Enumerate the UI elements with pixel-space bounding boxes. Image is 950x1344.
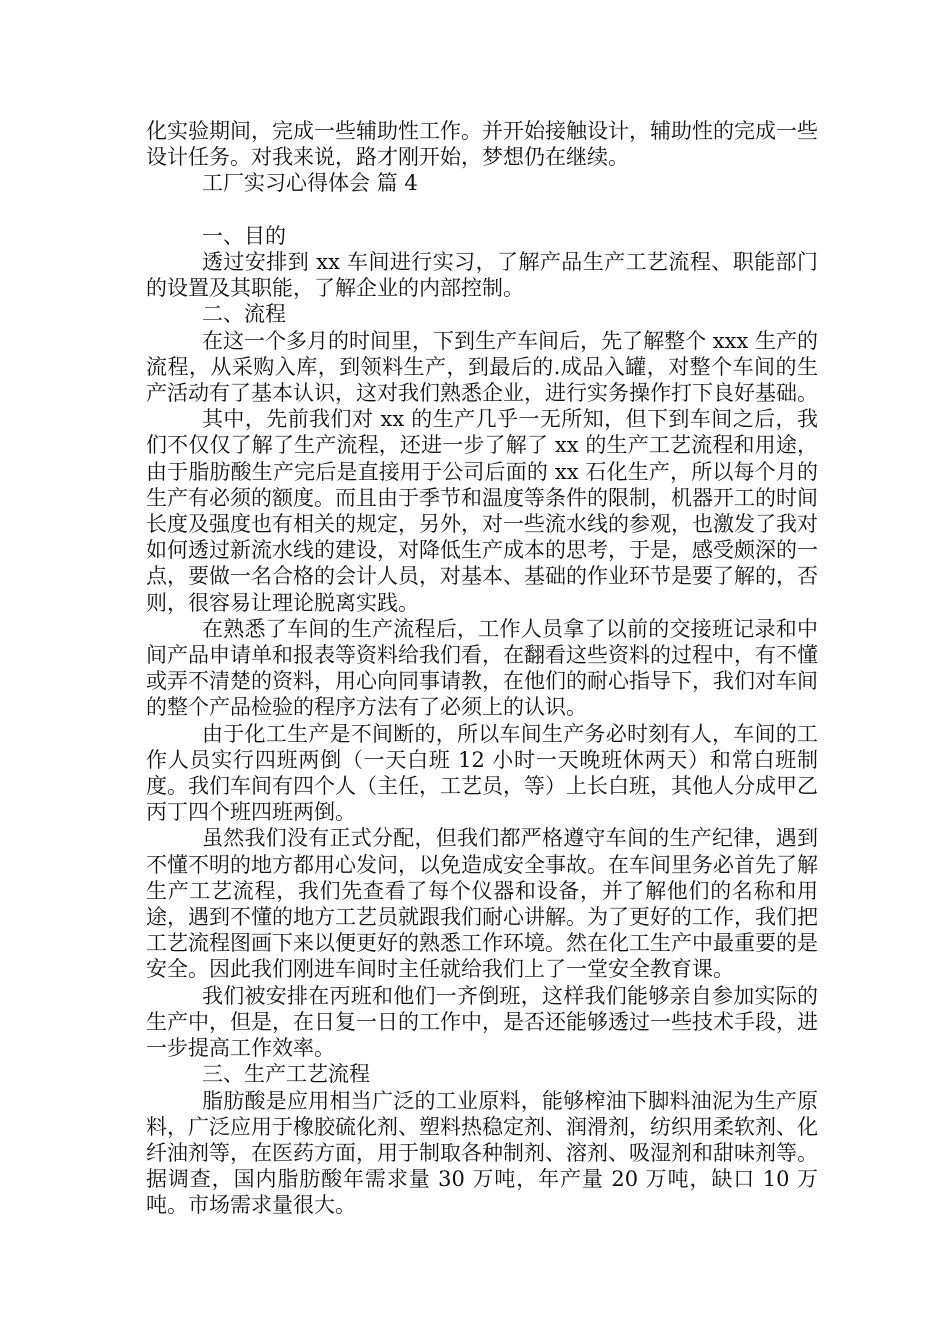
paragraph-records: 在熟悉了车间的生产流程后，工作人员拿了以前的交接班记录和中间产品申请单和报表等资料给我们看，在翻看这些资料的过程中，有不懂或弄不清楚的资料，用心向同事请教，在他们的耐心指导下，我们对车间的整个产品检验的程序方法有了必须上的认识。 xyxy=(146,616,818,720)
section-title: 工厂实习心得体会 篇 4 xyxy=(202,171,418,196)
paragraph-efficiency: 我们被安排在丙班和他们一齐倒班，这样我们能够亲自参加实际的生产中，但是，在日复一日的工作中，是否还能够透过一些技术手段，进一步提高工作效率。 xyxy=(146,983,818,1061)
paragraph-fatty-acid: 脂肪酸是应用相当广泛的工业原料，能够榨油下脚料油泥为生产原料，广泛应用于橡胶硫化剂、塑料热稳定剂、润滑剂，纺织用柔软剂、化纤油剂等，在医药方面，用于制取各种制剂、溶剂、吸湿剂和甜味剂等。据调查，国内脂肪酸年需求量 30 万吨，年产量 20 万吨，缺口 10 万吨。市场需求量很大。 xyxy=(146,1088,818,1218)
document-body xyxy=(146,118,818,1219)
heading-process: 二、流程 xyxy=(202,302,286,327)
intro-paragraph: 化实验期间，完成一些辅助性工作。并开始接触设计，辅助性的完成一些设计任务。对我来说，路才刚开始，梦想仍在继续。 xyxy=(146,119,818,170)
paragraph-safety: 虽然我们没有正式分配，但我们都严格遵守车间的生产纪律，遇到不懂不明的地方都用心发问，以免造成安全事故。在车间里务必首先了解生产工艺流程，我们先查看了每个仪器和设备，并了解他们的名称和用途，遇到不懂的地方工艺员就跟我们耐心讲解。为了更好的工作，我们把工艺流程图画下来以便更好的熟悉工作环境。然在化工生产中最重要的是安全。因此我们刚进车间时主任就给我们上了一堂安全教育课。 xyxy=(146,826,818,982)
heading-production-process: 三、生产工艺流程 xyxy=(202,1062,370,1087)
paragraph-process-details: 其中，先前我们对 xx 的生产几乎一无所知，但下到车间之后，我们不仅仅了解了生产流程，还进一步了解了 xx 的生产工艺流程和用途，由于脂肪酸生产完后是直接用于公司后面的 xx 石化生产，所以每个月的生产有必须的额度。而且由于季节和温度等条件的限制，机器开工的时间长度及强度也有相关的规定，另外，对一些流水线的参观，也激发了我对如何透过新流水线的建设，对降低生产成本的思考，于是，感受颇深的一点，要做一名合格的会计人员，对基本、基础的作业环节是要了解的，否则，很容易让理论脱离实践。 xyxy=(146,407,818,615)
paragraph-purpose: 透过安排到 xx 车间进行实习，了解产品生产工艺流程、职能部门的设置及其职能，了解企业的内部控制。 xyxy=(146,250,818,301)
blank-line xyxy=(146,197,818,223)
paragraph-process-overview: 在这一个多月的时间里，下到生产车间后，先了解整个 xxx 生产的流程，从采购入库，到领料生产，到最后的.成品入罐，对整个车间的生产活动有了基本认识，这对我们熟悉企业，进行实务操作打下良好基础。 xyxy=(146,328,818,406)
paragraph-shifts: 由于化工生产是不间断的，所以车间生产务必时刻有人，车间的工作人员实行四班两倒（一天白班 12 小时一天晚班休两天）和常白班制度。我们车间有四个人（主任，工艺员，等）上长白班，其他人分成甲乙丙丁四个班四班两倒。 xyxy=(146,721,818,825)
heading-purpose: 一、目的 xyxy=(202,223,286,248)
